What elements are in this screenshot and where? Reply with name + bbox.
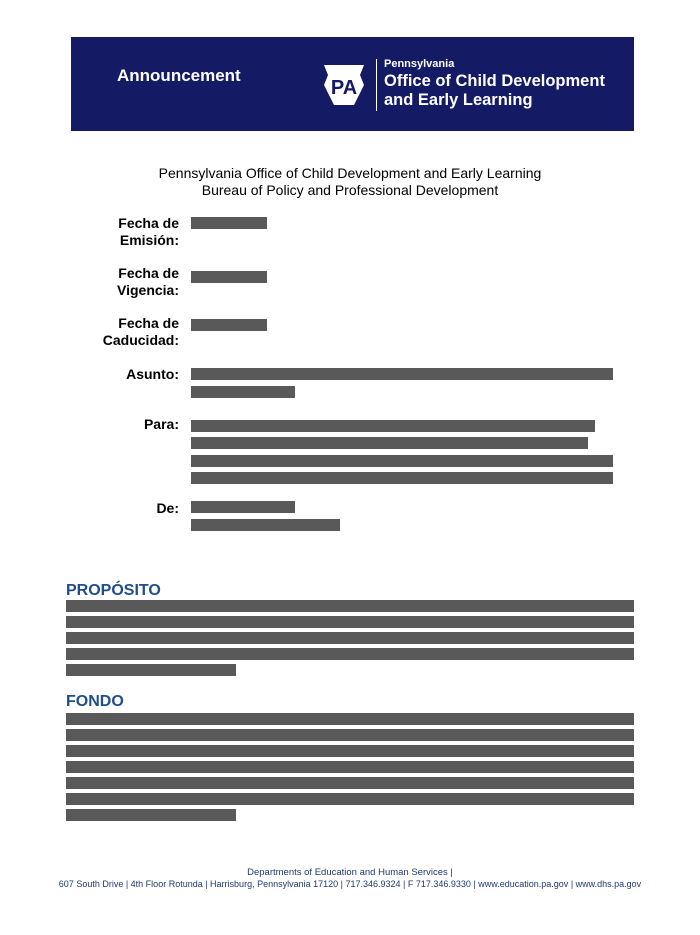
redacted-text-line xyxy=(66,793,634,805)
org-name-line1: Office of Child Development xyxy=(384,72,605,90)
label-para: Para: xyxy=(143,416,179,432)
redacted-fecha-caducidad xyxy=(191,319,267,331)
org-state: Pennsylvania xyxy=(384,58,455,70)
banner-divider xyxy=(376,59,377,111)
label-fecha-caducidad: Fecha de Caducidad: xyxy=(102,315,179,348)
redacted-para-line xyxy=(191,437,588,449)
logo-text: PA xyxy=(330,77,358,99)
redacted-text-line xyxy=(66,777,634,789)
label-de: De: xyxy=(156,500,179,516)
redacted-fecha-vigencia xyxy=(191,271,267,283)
redacted-text-line xyxy=(66,664,236,676)
footer-address: 607 South Drive | 4th Floor Rotunda | Harrisburg, Pennsylvania 17120 | 717.346.9324 | F 717.346.9330 | www.education.pa.gov | www.dhs.pa.gov xyxy=(58,879,642,889)
section-heading-fondo: FONDO xyxy=(66,693,124,710)
redacted-text-line xyxy=(66,809,236,821)
redacted-text-line xyxy=(66,745,634,757)
announcement-label: Announcement xyxy=(117,66,241,85)
org-name-line2: and Early Learning xyxy=(384,91,533,109)
redacted-de-line xyxy=(191,519,340,531)
redacted-para-line xyxy=(191,420,595,432)
document-title: Pennsylvania Office of Child Development and Early Learning xyxy=(158,165,542,181)
footer-departments: Departments of Education and Human Services | xyxy=(247,867,453,878)
redacted-fecha-emision xyxy=(191,217,267,229)
pa-keystone-logo-icon xyxy=(320,63,368,107)
redacted-text-line xyxy=(66,729,634,741)
redacted-text-line xyxy=(66,713,634,725)
redacted-text-line xyxy=(66,632,634,644)
redacted-asunto-line xyxy=(191,368,613,380)
section-heading-proposito: PROPÓSITO xyxy=(66,582,161,599)
redacted-text-line xyxy=(66,761,634,773)
redacted-asunto-line xyxy=(191,386,295,398)
header-banner xyxy=(71,37,634,131)
redacted-text-line xyxy=(66,648,634,660)
redacted-para-line xyxy=(191,472,613,484)
redacted-text-line xyxy=(66,616,634,628)
redacted-de-line xyxy=(191,501,295,513)
label-fecha-vigencia: Fecha de Vigencia: xyxy=(117,265,179,298)
redacted-text-line xyxy=(66,600,634,612)
label-asunto: Asunto: xyxy=(126,366,179,382)
redacted-para-line xyxy=(191,455,613,467)
label-fecha-emision: Fecha de Emisión: xyxy=(118,215,179,248)
document-subtitle: Bureau of Policy and Professional Development xyxy=(201,182,499,198)
